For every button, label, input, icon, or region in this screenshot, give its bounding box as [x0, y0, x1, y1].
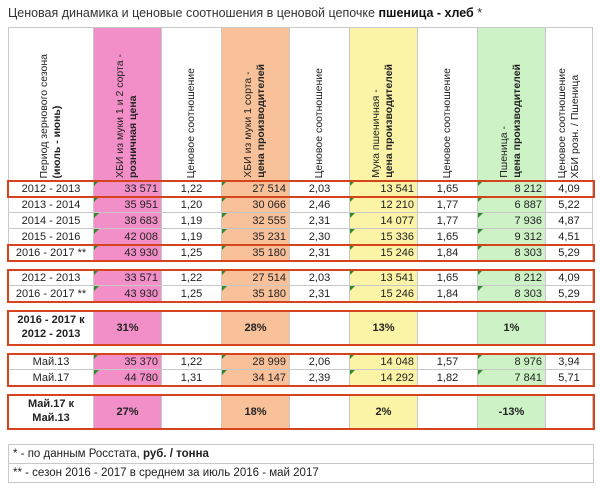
cell-ratio-1: 1,22: [162, 270, 222, 286]
table-row: [9, 354, 593, 370]
price-table: [8, 27, 593, 429]
cell-ratio-3: 1,57: [418, 354, 478, 370]
cell-wheat: 8 212: [478, 270, 546, 286]
cell-ratio-3: 1,65: [418, 229, 478, 245]
change-bread-producer: 18%: [222, 395, 290, 429]
cell-ratio-1: 1,25: [162, 286, 222, 302]
cell-ratio-1: 1,19: [162, 213, 222, 229]
cell-bread-producer: 32 555: [222, 213, 290, 229]
change-bread-producer: 28%: [222, 311, 290, 345]
cell-bread-retail: 42 008: [94, 229, 162, 245]
gap-row: [9, 261, 593, 270]
cell-period: 2016 - 2017 **: [9, 286, 94, 302]
change-bread-retail: 31%: [94, 311, 162, 345]
cell-wheat: 6 887: [478, 197, 546, 213]
cell-ratio-1: 1,22: [162, 181, 222, 197]
cell-flour: 14 077: [350, 213, 418, 229]
cell-period: Май.17: [9, 370, 94, 386]
cell-ratio-1: 1,25: [162, 245, 222, 261]
compare-block: [9, 270, 593, 302]
table-row: [9, 286, 593, 302]
cell-ratio-4: 5,29: [546, 245, 593, 261]
gap-row: [9, 302, 593, 311]
cell-ratio-3: 1,77: [418, 213, 478, 229]
cell-bread-producer: 28 999: [222, 354, 290, 370]
cell-bread-retail: 38 683: [94, 213, 162, 229]
table-row: [9, 181, 593, 197]
page-title: [8, 6, 482, 20]
table-row: [9, 270, 593, 286]
cell-flour: 14 048: [350, 354, 418, 370]
months-block: [9, 354, 593, 386]
cell-bread-retail: 33 571: [94, 270, 162, 286]
cell-bread-retail: 43 930: [94, 286, 162, 302]
cell-bread-retail: 35 370: [94, 354, 162, 370]
cell-ratio-1: 1,31: [162, 370, 222, 386]
change-flour: 2%: [350, 395, 418, 429]
footnote-1: * - по данным Росстата, руб. / тонна: [13, 448, 209, 460]
cell-bread-producer: 35 180: [222, 286, 290, 302]
seasons-block: [9, 181, 593, 261]
header-ratio-4: Ценовое соотношение ХБИ розн. / Пшеница: [546, 28, 593, 181]
cell-ratio-4: 3,94: [546, 354, 593, 370]
cell-ratio-4: 4,51: [546, 229, 593, 245]
cell-bread-producer: 27 514: [222, 270, 290, 286]
cell-ratio-4: 4,09: [546, 270, 593, 286]
change-wheat: -13%: [478, 395, 546, 429]
cell-flour: 15 246: [350, 286, 418, 302]
header-period: Период зернового сезона (июль - июнь): [9, 28, 94, 181]
cell-period: 2015 - 2016: [9, 229, 94, 245]
change-bread-retail: 27%: [94, 395, 162, 429]
gap-row: [9, 386, 593, 395]
cell-bread-producer: 30 066: [222, 197, 290, 213]
cell-bread-retail: 35 951: [94, 197, 162, 213]
cell-wheat: 7 936: [478, 213, 546, 229]
cell-ratio-4: 4,87: [546, 213, 593, 229]
cell-wheat: 9 312: [478, 229, 546, 245]
header-ratio-1: Ценовое соотношение: [162, 28, 222, 181]
change-row-seasons: [9, 311, 593, 345]
footnote-2: ** - сезон 2016 - 2017 в среднем за июль 2016 - май 2017: [9, 463, 593, 482]
cell-wheat: 8 212: [478, 181, 546, 197]
cell-bread-retail: 33 571: [94, 181, 162, 197]
change-label: 2016 - 2017 к 2012 - 2013: [9, 311, 94, 345]
cell-ratio-1: 1,22: [162, 354, 222, 370]
cell-period: Май.13: [9, 354, 94, 370]
cell-ratio-4: 4,09: [546, 181, 593, 197]
header-flour: Мука пшеничная - цена производителей: [350, 28, 418, 181]
cell-wheat: 8 976: [478, 354, 546, 370]
header-bread-retail: ХБИ из муки 1 и 2 сорта - розничная цена: [94, 28, 162, 181]
title-text: Ценовая динамика и ценовые соотношения в ценовой цепочке: [8, 6, 375, 20]
cell-wheat: 8 303: [478, 286, 546, 302]
title-star: *: [473, 6, 483, 20]
cell-ratio-1: 1,20: [162, 197, 222, 213]
cell-flour: 13 541: [350, 270, 418, 286]
cell-ratio-3: 1,65: [418, 270, 478, 286]
cell-flour: 14 292: [350, 370, 418, 386]
cell-ratio-3: 1,82: [418, 370, 478, 386]
cell-ratio-2: 2,03: [290, 270, 350, 286]
gap-row: [9, 345, 593, 354]
cell-ratio-2: 2,46: [290, 197, 350, 213]
header-row: [9, 28, 593, 181]
cell-flour: 13 541: [350, 181, 418, 197]
cell-period: 2013 - 2014: [9, 197, 94, 213]
cell-ratio-2: 2,30: [290, 229, 350, 245]
cell-ratio-2: 2,06: [290, 354, 350, 370]
cell-bread-producer: 27 514: [222, 181, 290, 197]
cell-ratio-2: 2,31: [290, 286, 350, 302]
cell-bread-producer: 34 147: [222, 370, 290, 386]
cell-bread-retail: 44 780: [94, 370, 162, 386]
header-bread-producer: ХБИ из муки 1 сорта - цена производителей: [222, 28, 290, 181]
table-row: [9, 229, 593, 245]
change-label: Май.17 к Май.13: [9, 395, 94, 429]
cell-ratio-3: 1,84: [418, 245, 478, 261]
title-bold: пшеница - хлеб: [378, 6, 474, 20]
change-wheat: 1%: [478, 311, 546, 345]
cell-ratio-4: 5,29: [546, 286, 593, 302]
cell-ratio-2: 2,03: [290, 181, 350, 197]
cell-ratio-3: 1,84: [418, 286, 478, 302]
cell-wheat: 7 841: [478, 370, 546, 386]
cell-bread-producer: 35 231: [222, 229, 290, 245]
header-ratio-3: Ценовое соотношение: [418, 28, 478, 181]
cell-flour: 15 246: [350, 245, 418, 261]
cell-bread-retail: 43 930: [94, 245, 162, 261]
header-wheat: Пшеница - цена производителей: [478, 28, 546, 181]
cell-ratio-4: 5,71: [546, 370, 593, 386]
cell-period: 2016 - 2017 **: [9, 245, 94, 261]
cell-ratio-2: 2,39: [290, 370, 350, 386]
cell-flour: 12 210: [350, 197, 418, 213]
table-row: [9, 370, 593, 386]
cell-period: 2012 - 2013: [9, 270, 94, 286]
cell-ratio-1: 1,19: [162, 229, 222, 245]
cell-period: 2014 - 2015: [9, 213, 94, 229]
cell-wheat: 8 303: [478, 245, 546, 261]
cell-ratio-4: 5,22: [546, 197, 593, 213]
cell-ratio-3: 1,77: [418, 197, 478, 213]
table-row: [9, 197, 593, 213]
change-row-months: [9, 395, 593, 429]
cell-ratio-2: 2,31: [290, 245, 350, 261]
cell-ratio-2: 2,31: [290, 213, 350, 229]
change-flour: 13%: [350, 311, 418, 345]
table-row: [9, 213, 593, 229]
cell-period: 2012 - 2013: [9, 181, 94, 197]
table-row: [9, 245, 593, 261]
cell-flour: 15 336: [350, 229, 418, 245]
footnotes: [8, 444, 594, 483]
header-ratio-2: Ценовое соотношение: [290, 28, 350, 181]
cell-bread-producer: 35 180: [222, 245, 290, 261]
cell-ratio-3: 1,65: [418, 181, 478, 197]
